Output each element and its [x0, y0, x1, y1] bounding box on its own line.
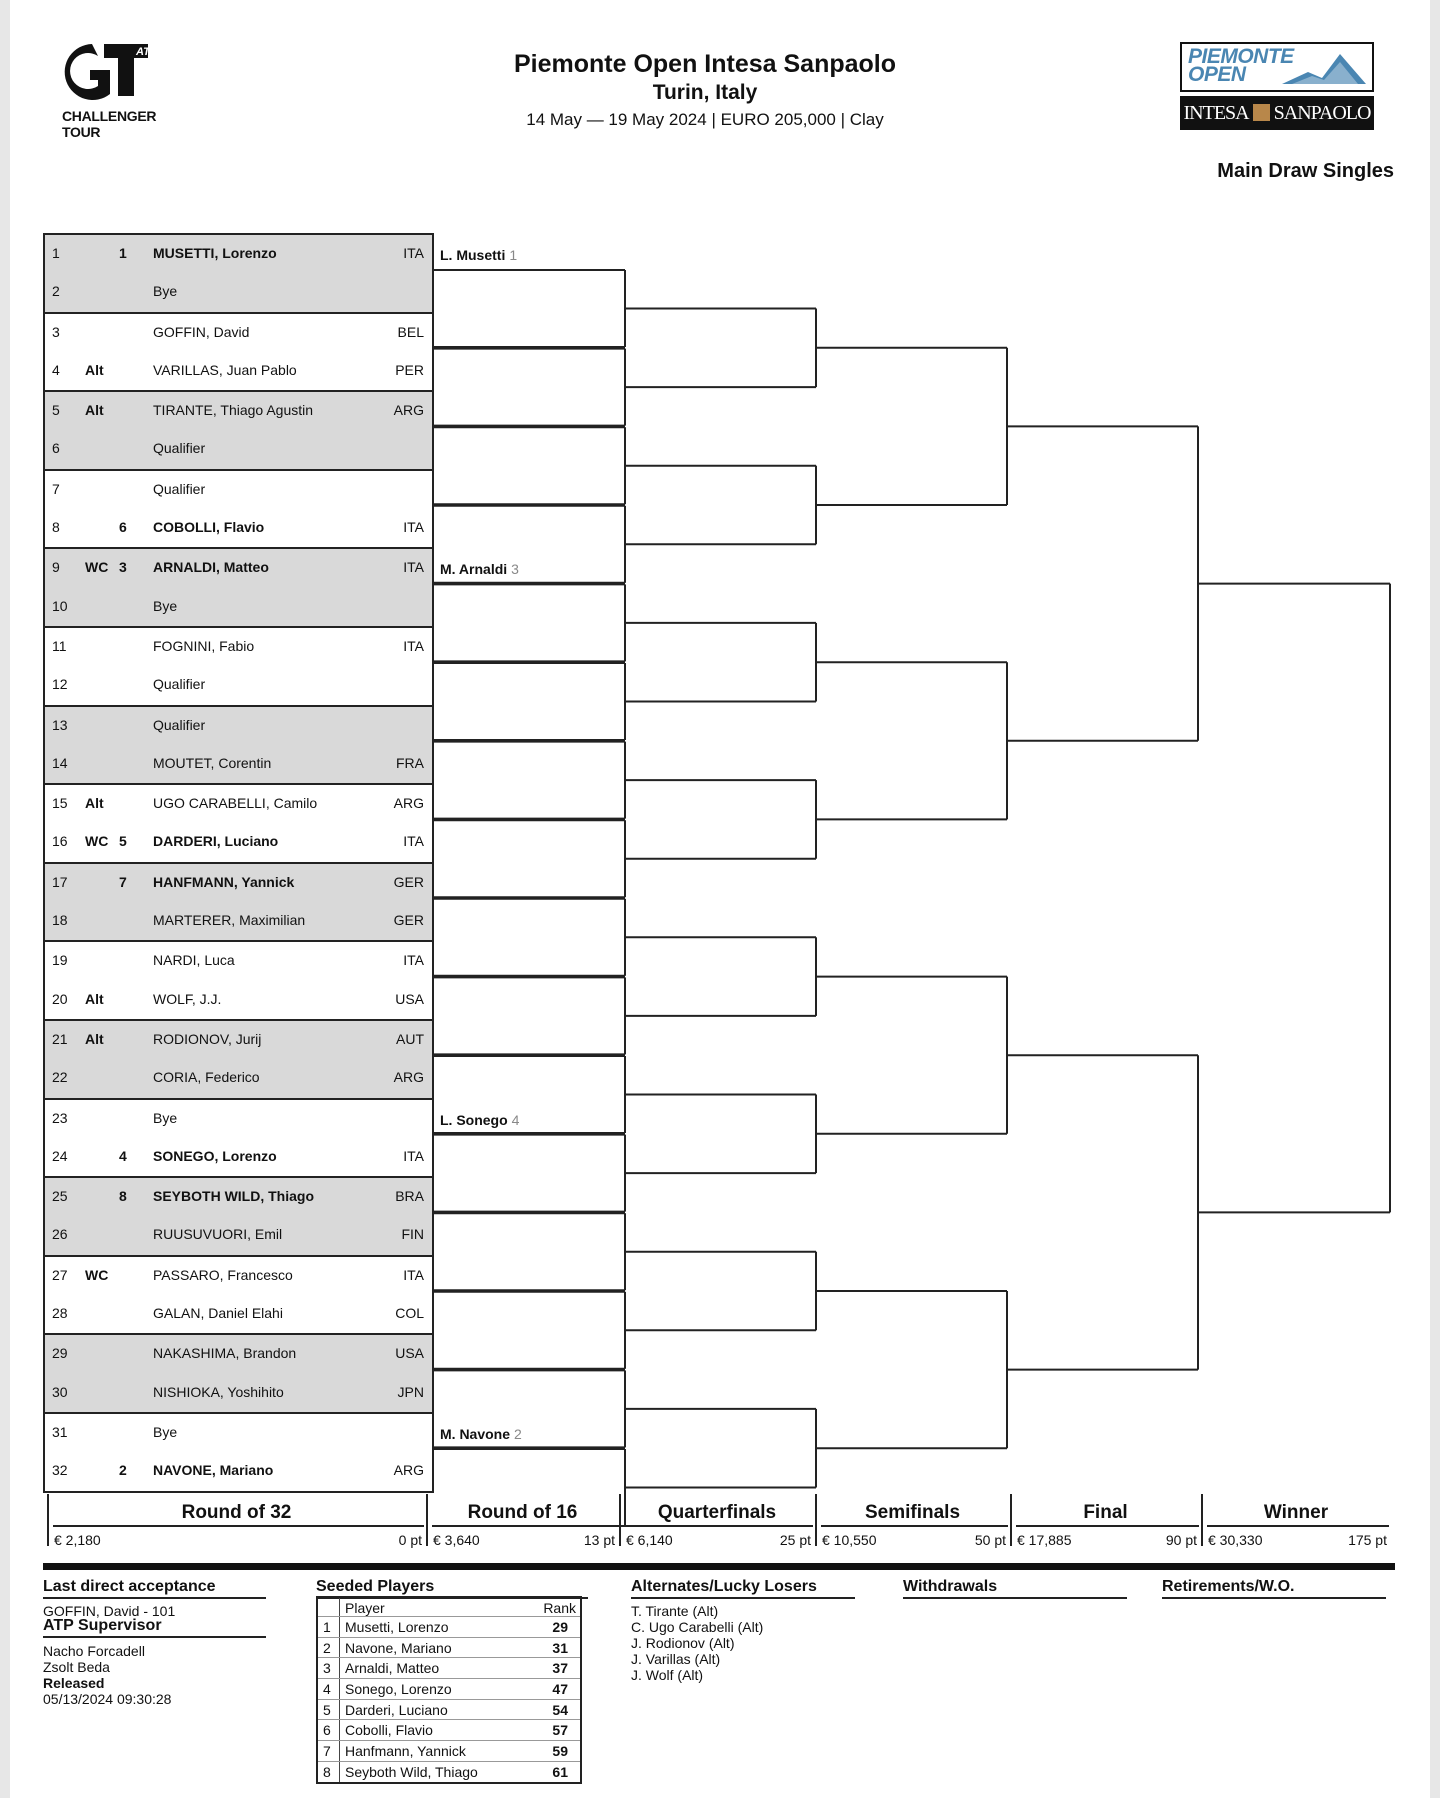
player-name: MUSETTI, Lorenzo — [153, 245, 277, 261]
draw-row — [45, 981, 432, 1019]
draw-row — [45, 314, 432, 352]
draw-number: 7 — [52, 480, 60, 497]
prize-divider — [1016, 1525, 1199, 1527]
tournament-city: Turin, Italy — [652, 81, 758, 104]
prize-column — [426, 1494, 617, 1546]
prize-money: € 3,640 — [433, 1532, 480, 1548]
prize-divider — [53, 1525, 424, 1527]
draw-number: 19 — [52, 952, 68, 969]
prize-money: € 30,330 — [1208, 1532, 1263, 1548]
prize-divider — [821, 1525, 1008, 1527]
prize-column — [47, 1494, 424, 1546]
player-name: NAVONE, Mariano — [153, 1462, 274, 1479]
seeded-player: Cobolli, Flavio — [345, 1722, 433, 1739]
seeded-table-header — [318, 1598, 580, 1616]
seeded-number: 5 — [323, 1701, 331, 1718]
tournament-title: Piemonte Open Intesa Sanpaolo — [513, 50, 897, 78]
player-name: VARILLAS, Juan Pablo — [153, 361, 297, 378]
draw-row — [45, 864, 432, 902]
seeded-number: 4 — [323, 1681, 331, 1698]
player-name: MOUTET, Corentin — [153, 754, 272, 771]
seeded-player: Seyboth Wild, Thiago — [345, 1763, 478, 1780]
draw-row — [45, 1178, 432, 1216]
draw-row — [45, 1374, 432, 1412]
player-name: FOGNINI, Fabio — [153, 637, 255, 654]
draw-number: 26 — [52, 1226, 68, 1243]
seeded-rank: 61 — [552, 1763, 568, 1780]
seed-number: 6 — [119, 519, 127, 536]
prize-divider — [1207, 1525, 1389, 1527]
prize-column — [619, 1494, 813, 1546]
player-name: Qualifier — [153, 676, 206, 693]
draw-pair — [45, 942, 432, 1021]
alternates-heading: Alternates/Lucky Losers — [631, 1578, 855, 1599]
draw-row — [45, 823, 432, 861]
seed-number: 5 — [119, 833, 127, 850]
draw-row — [45, 1295, 432, 1333]
seeded-rank: 37 — [552, 1660, 568, 1677]
prize-money: € 2,180 — [54, 1532, 101, 1548]
draw-number: 27 — [52, 1266, 68, 1283]
seeded-heading: Seeded Players — [316, 1578, 588, 1599]
entry-type: Alt — [85, 795, 104, 812]
prize-points: 90 pt — [1165, 1532, 1197, 1548]
bank-name-a: INTESA — [1183, 102, 1249, 124]
entry-type: WC — [85, 833, 109, 850]
draw-pair — [45, 392, 432, 471]
player-name: NAKASHIMA, Brandon — [153, 1345, 297, 1362]
alternate-item: T. Tirante (Alt) — [631, 1603, 719, 1619]
nationality: ITA — [403, 833, 424, 850]
draw-number: 6 — [52, 440, 60, 457]
draw-row — [45, 707, 432, 745]
challenger-logo-mark-icon — [62, 42, 158, 102]
entry-type: WC — [85, 1266, 109, 1283]
draw-number: 29 — [52, 1345, 68, 1362]
player-name: HANFMANN, Yannick — [153, 873, 295, 890]
lda-value: GOFFIN, David - 101 — [43, 1603, 176, 1619]
entry-type: Alt — [85, 1030, 104, 1047]
draw-pair — [45, 1100, 432, 1179]
draw-number: 1 — [52, 245, 60, 261]
draw-pair — [45, 471, 432, 550]
supervisor-2: Zsolt Beda — [43, 1659, 110, 1675]
logo-right-line1: PIEMONTE — [1188, 45, 1294, 68]
advanced-player — [440, 1112, 519, 1128]
draw-row — [45, 1452, 432, 1490]
nationality: ARG — [393, 795, 424, 812]
seeded-number: 7 — [323, 1743, 331, 1760]
draw-row — [45, 235, 432, 273]
draw-number: 28 — [52, 1305, 68, 1322]
player-name: RODIONOV, Jurij — [153, 1030, 262, 1047]
draw-row — [45, 1059, 432, 1097]
player-name: GOFFIN, David — [153, 323, 250, 340]
entry-type: Alt — [85, 402, 104, 419]
draw-pair — [45, 235, 432, 314]
supervisor-heading: ATP Supervisor — [43, 1617, 266, 1638]
prize-points: 13 pt — [583, 1532, 615, 1548]
released-label: Released — [43, 1675, 105, 1691]
draw-row — [45, 1138, 432, 1176]
seed-number: 2 — [119, 1462, 127, 1479]
seeded-col-rank: Rank — [543, 1600, 576, 1616]
draw-number: 18 — [52, 912, 68, 929]
prize-column — [1201, 1494, 1389, 1546]
nationality: ITA — [403, 952, 424, 969]
draw-number: 20 — [52, 990, 68, 1007]
page-edge-right — [1430, 0, 1440, 1798]
nationality: ITA — [403, 519, 424, 536]
advanced-player-name: L. Musetti — [440, 247, 506, 263]
draw-pair — [45, 314, 432, 393]
prize-divider — [625, 1525, 813, 1527]
seeded-player: Hanfmann, Yannick — [345, 1743, 466, 1760]
prize-money: € 10,550 — [822, 1532, 877, 1548]
draw-number: 14 — [52, 754, 68, 771]
player-name: DARDERI, Luciano — [153, 833, 279, 850]
prize-points: 25 pt — [779, 1532, 811, 1548]
draw-row — [45, 392, 432, 430]
advanced-player — [440, 561, 519, 577]
player-name: Bye — [153, 283, 178, 300]
draw-row — [45, 588, 432, 626]
entry-type: Alt — [85, 990, 104, 1007]
page-edge-left — [0, 0, 10, 1798]
seeded-col-player: Player — [345, 1600, 385, 1616]
seeded-row — [318, 1719, 580, 1740]
seed-number: 3 — [119, 559, 127, 576]
seeded-table — [316, 1596, 582, 1784]
retirements-heading: Retirements/W.O. — [1162, 1578, 1386, 1599]
withdrawals-heading: Withdrawals — [903, 1578, 1127, 1599]
draw-row — [45, 352, 432, 390]
player-name: Bye — [153, 1423, 178, 1440]
atp-badge: ATP — [136, 46, 158, 58]
nationality: ITA — [403, 637, 424, 654]
draw-row — [45, 471, 432, 509]
draw-table — [43, 233, 434, 1493]
draw-row — [45, 1257, 432, 1295]
draw-row — [45, 666, 432, 704]
draw-label: Main Draw Singles — [1217, 160, 1394, 182]
draw-number: 22 — [52, 1069, 68, 1086]
advanced-player-seed: 4 — [511, 1111, 520, 1128]
seeded-number: 6 — [323, 1722, 331, 1739]
draw-row — [45, 628, 432, 666]
player-name: RUUSUVUORI, Emil — [153, 1226, 283, 1243]
draw-row — [45, 549, 432, 587]
supervisor-1: Nacho Forcadell — [43, 1643, 145, 1659]
draw-row — [45, 1216, 432, 1254]
advanced-player-name: L. Sonego — [440, 1111, 508, 1128]
seeded-rank: 29 — [552, 1619, 568, 1635]
player-name: MARTERER, Maximilian — [153, 912, 306, 929]
seeded-number: 3 — [323, 1660, 331, 1677]
player-name: Qualifier — [153, 716, 206, 733]
draw-pair — [45, 1178, 432, 1257]
nationality: USA — [395, 1345, 424, 1362]
nationality: JPN — [397, 1383, 424, 1400]
player-name: CORIA, Federico — [153, 1069, 260, 1086]
draw-number: 12 — [52, 676, 68, 693]
draw-row — [45, 273, 432, 311]
seeded-number: 2 — [323, 1639, 331, 1656]
seeded-player: Navone, Mariano — [345, 1639, 452, 1656]
nationality: ARG — [393, 1462, 424, 1479]
bank-name-b: SANPAOLO — [1273, 102, 1371, 124]
seeded-rank: 57 — [552, 1722, 568, 1739]
draw-pair — [45, 785, 432, 864]
seeded-row — [318, 1657, 580, 1678]
tournament-info: 14 May — 19 May 2024 | EURO 205,000 | Clay — [526, 110, 884, 129]
draw-pair — [45, 1257, 432, 1336]
alternate-item: J. Wolf (Alt) — [631, 1667, 704, 1683]
player-name: ARNALDI, Matteo — [153, 559, 269, 576]
draw-number: 31 — [52, 1423, 68, 1440]
mountain-icon — [1282, 50, 1366, 86]
logo-right-line2: OPEN — [1188, 63, 1246, 86]
player-name: SEYBOTH WILD, Thiago — [153, 1188, 314, 1205]
player-name: Bye — [153, 1109, 178, 1126]
nationality: BRA — [395, 1188, 424, 1205]
draw-row — [45, 1100, 432, 1138]
seeded-rank: 31 — [552, 1639, 568, 1656]
seed-number: 7 — [119, 873, 127, 890]
seeded-rank: 54 — [552, 1701, 568, 1718]
seeded-player: Musetti, Lorenzo — [345, 1619, 449, 1635]
alternate-item: J. Rodionov (Alt) — [631, 1635, 735, 1651]
prize-divider — [432, 1525, 617, 1527]
player-name: PASSARO, Francesco — [153, 1266, 293, 1283]
seeded-row — [318, 1637, 580, 1658]
player-name: NARDI, Luca — [153, 952, 235, 969]
draw-number: 23 — [52, 1109, 68, 1126]
seeded-row — [318, 1740, 580, 1761]
player-name: COBOLLI, Flavio — [153, 519, 265, 536]
draw-number: 9 — [52, 559, 60, 576]
draw-pair — [45, 1021, 432, 1100]
seeded-player: Darderi, Luciano — [345, 1701, 448, 1718]
draw-number: 2 — [52, 283, 60, 300]
draw-row — [45, 1021, 432, 1059]
advanced-player-name: M. Arnaldi — [440, 561, 508, 578]
draw-number: 17 — [52, 873, 68, 890]
seeded-rank: 47 — [552, 1681, 568, 1698]
player-name: Qualifier — [153, 440, 206, 457]
nationality: ARG — [393, 402, 424, 419]
nationality: USA — [395, 990, 424, 1007]
draw-row — [45, 1414, 432, 1452]
advanced-player-name: M. Navone — [440, 1426, 511, 1442]
player-name: NISHIOKA, Yoshihito — [153, 1383, 284, 1400]
prize-round: Round of 16 — [467, 1502, 578, 1523]
draw-number: 16 — [52, 833, 68, 850]
piemonte-open-logo — [1180, 42, 1374, 130]
last-direct-acceptance-heading: Last direct acceptance — [43, 1578, 266, 1599]
prize-column — [1010, 1494, 1199, 1546]
draw-row — [45, 430, 432, 468]
advanced-player — [440, 1426, 522, 1442]
draw-number: 25 — [52, 1188, 68, 1205]
player-name: SONEGO, Lorenzo — [153, 1147, 277, 1164]
entry-type: Alt — [85, 361, 104, 378]
draw-pair — [45, 1335, 432, 1414]
prize-round: Winner — [1263, 1502, 1329, 1523]
seed-number: 1 — [119, 245, 127, 261]
draw-number: 4 — [52, 361, 60, 378]
player-name: UGO CARABELLI, Camilo — [153, 795, 318, 812]
prize-round: Quarterfinals — [657, 1502, 777, 1523]
prize-money: € 17,885 — [1017, 1532, 1072, 1548]
prize-round: Semifinals — [864, 1502, 961, 1523]
draw-number: 3 — [52, 323, 60, 340]
draw-row — [45, 785, 432, 823]
draw-pair — [45, 1414, 432, 1491]
nationality: ITA — [403, 1266, 424, 1283]
draw-row — [45, 942, 432, 980]
nationality: ARG — [393, 1069, 424, 1086]
nationality: ITA — [403, 245, 424, 261]
nationality: ITA — [403, 559, 424, 576]
advanced-player-seed: 3 — [511, 561, 519, 578]
prize-round: Round of 32 — [181, 1502, 292, 1523]
prize-column — [815, 1494, 1008, 1546]
entry-type: WC — [85, 559, 109, 576]
draw-number: 11 — [52, 637, 67, 654]
draw-number: 21 — [52, 1030, 68, 1047]
draw-row — [45, 1335, 432, 1373]
draw-number: 5 — [52, 402, 60, 419]
draw-pair — [45, 549, 432, 628]
prize-points: 50 pt — [974, 1532, 1006, 1548]
draw-row — [45, 745, 432, 783]
seeded-row — [318, 1761, 580, 1782]
seeded-rank: 59 — [552, 1743, 568, 1760]
nationality: PER — [395, 361, 424, 378]
prize-round: Final — [1083, 1502, 1128, 1523]
seeded-row — [318, 1699, 580, 1720]
released-value: 05/13/2024 09:30:28 — [43, 1691, 172, 1707]
player-name: Qualifier — [153, 480, 206, 497]
seeded-player: Arnaldi, Matteo — [345, 1660, 440, 1677]
draw-number: 32 — [52, 1462, 68, 1479]
player-name: Bye — [153, 597, 178, 614]
draw-number: 24 — [52, 1147, 68, 1164]
seed-number: 8 — [119, 1188, 127, 1205]
draw-number: 15 — [52, 795, 68, 812]
alternate-item: C. Ugo Carabelli (Alt) — [631, 1619, 764, 1635]
draw-pair — [45, 864, 432, 943]
prize-money: € 6,140 — [626, 1532, 673, 1548]
draw-pair — [45, 707, 432, 786]
prize-points: 175 pt — [1348, 1532, 1387, 1548]
alternate-item: J. Varillas (Alt) — [631, 1651, 721, 1667]
nationality: AUT — [396, 1030, 424, 1047]
nationality: FIN — [401, 1226, 424, 1243]
seeded-number: 1 — [323, 1619, 331, 1635]
nationality: GER — [393, 912, 424, 929]
draw-row — [45, 902, 432, 940]
intesa-sanpaolo-logo — [1180, 96, 1374, 130]
footer-divider — [43, 1563, 1395, 1570]
player-name: TIRANTE, Thiago Agustin — [153, 402, 314, 419]
seed-number: 4 — [119, 1147, 127, 1164]
nationality: FRA — [396, 754, 424, 771]
advanced-player-seed: 2 — [514, 1426, 522, 1442]
draw-number: 13 — [52, 716, 68, 733]
advanced-player-seed: 1 — [509, 247, 518, 263]
nationality: COL — [395, 1305, 424, 1322]
draw-pair — [45, 628, 432, 707]
draw-number: 8 — [52, 519, 60, 536]
seeded-number: 8 — [323, 1763, 331, 1780]
player-name: WOLF, J.J. — [153, 990, 222, 1007]
prize-points: 0 pt — [398, 1532, 422, 1548]
nationality: BEL — [397, 323, 424, 340]
logo-text-line2: TOUR — [62, 124, 101, 140]
draw-row — [45, 509, 432, 547]
seeded-row — [318, 1678, 580, 1699]
advanced-player — [440, 247, 517, 263]
logo-text-line1: CHALLENGER — [62, 108, 157, 124]
draw-number: 30 — [52, 1383, 68, 1400]
bank-emblem-icon — [1253, 104, 1270, 121]
challenger-tour-logo — [62, 42, 162, 140]
nationality: ITA — [403, 1147, 424, 1164]
seeded-player: Sonego, Lorenzo — [345, 1681, 452, 1698]
player-name: GALAN, Daniel Elahi — [153, 1305, 283, 1322]
draw-number: 10 — [52, 597, 68, 614]
seeded-row — [318, 1616, 580, 1637]
nationality: GER — [393, 873, 424, 890]
